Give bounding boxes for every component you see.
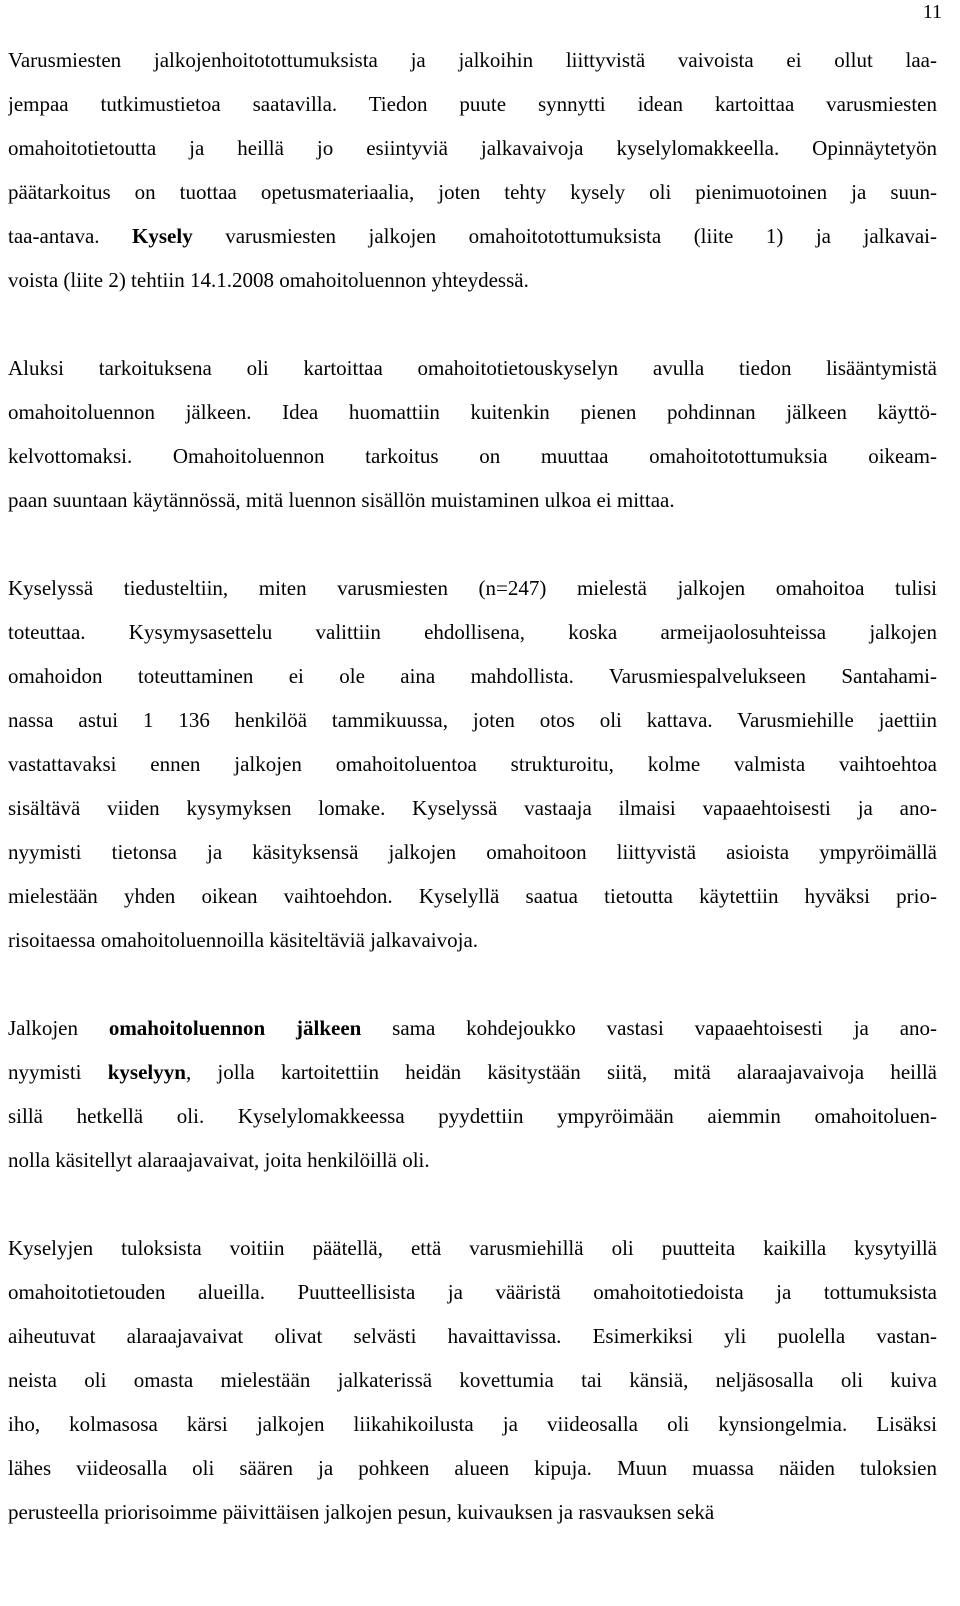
paragraph <box>8 1006 937 1182</box>
text-line: voista (liite 2) tehtiin 14.1.2008 omahoitoluennon yhteydessä. <box>8 268 529 292</box>
text-line: päätarkoitus on tuottaa opetusmateriaalia, joten tehty kysely oli pienimuotoinen ja suun- <box>8 180 937 204</box>
paragraph-gap <box>8 302 937 346</box>
emphasized-text: kyselyyn <box>107 1060 186 1084</box>
text-line: Aluksi tarkoituksena oli kartoittaa omahoitotietouskyselyn avulla tiedon lisääntymistä <box>8 356 937 380</box>
text-line: Jalkojen omahoitoluennon jälkeen sama kohdejoukko vastasi vapaaehtoisesti ja ano- <box>8 1016 937 1040</box>
emphasized-text: Kysely <box>132 224 193 248</box>
text-line: nolla käsitellyt alaraajavaivat, joita henkilöillä oli. <box>8 1148 430 1172</box>
text-line: Varusmiesten jalkojenhoitotottumuksista ja jalkoihin liittyvistä vaivoista ei ollut laa- <box>8 48 937 72</box>
text-line: vastattavaksi ennen jalkojen omahoitoluentoa strukturoitu, kolme valmista vaihtoehtoa <box>8 752 937 776</box>
text-line: sillä hetkellä oli. Kyselylomakkeessa pyydettiin ympyröimään aiemmin omahoitoluen- <box>8 1104 937 1128</box>
text-line: sisältävä viiden kysymyksen lomake. Kyselyssä vastaaja ilmaisi vapaaehtoisesti ja ano- <box>8 796 937 820</box>
text-line: omahoitotietouden alueilla. Puutteellisista ja vääristä omahoitotiedoista ja tottumuksista <box>8 1280 937 1304</box>
text-line: Kyselyssä tiedusteltiin, miten varusmiesten (n=247) mielestä jalkojen omahoitoa tulisi <box>8 576 937 600</box>
text-line: aiheutuvat alaraajavaivat olivat selvästi havaittavissa. Esimerkiksi yli puolella vastan- <box>8 1324 937 1348</box>
text-line: nyymisti kyselyyn, jolla kartoitettiin heidän käsitystään siitä, mitä alaraajavaivoja heillä <box>8 1060 937 1084</box>
text-line: perusteella priorisoimme päivittäisen jalkojen pesun, kuivauksen ja rasvauksen sekä <box>8 1500 715 1524</box>
text-line: neista oli omasta mielestään jalkaterissä kovettumia tai känsiä, neljäsosalla oli kuiva <box>8 1368 937 1392</box>
page-number: 11 <box>922 1 942 23</box>
text-line: nyymisti tietonsa ja käsityksensä jalkojen omahoitoon liittyvistä asioista ympyröimällä <box>8 840 937 864</box>
paragraph-gap <box>8 962 937 1006</box>
emphasized-text: omahoitoluennon jälkeen <box>108 1016 362 1040</box>
text-line: nassa astui 1 136 henkilöä tammikuussa, joten otos oli kattava. Varusmiehille jaettiin <box>8 708 937 732</box>
text-line: taa-antava. Kysely varusmiesten jalkojen omahoitotottumuksista (liite 1) ja jalkavai- <box>8 224 937 248</box>
paragraph <box>8 38 937 302</box>
text-line: omahoitoluennon jälkeen. Idea huomattiin kuitenkin pienen pohdinnan jälkeen käyttö- <box>8 400 937 424</box>
paragraph-gap <box>8 1182 937 1226</box>
paragraph <box>8 566 937 962</box>
text-line: omahoidon toteuttaminen ei ole aina mahdollista. Varusmiespalvelukseen Santahami- <box>8 664 937 688</box>
text-line: jempaa tutkimustietoa saatavilla. Tiedon puute synnytti idean kartoittaa varusmiesten <box>8 92 937 116</box>
text-line: iho, kolmasosa kärsi jalkojen liikahikoilusta ja viideosalla oli kynsiongelmia. Lisäksi <box>8 1412 937 1436</box>
paragraph <box>8 1226 937 1534</box>
text-line: toteuttaa. Kysymysasettelu valittiin ehdollisena, koska armeijaolosuhteissa jalkojen <box>8 620 937 644</box>
text-line: paan suuntaan käytännössä, mitä luennon sisällön muistaminen ulkoa ei mittaa. <box>8 488 675 512</box>
paragraph-gap <box>8 522 937 566</box>
paragraph <box>8 346 937 522</box>
text-line: Kyselyjen tuloksista voitiin päätellä, että varusmiehillä oli puutteita kaikilla kysytyillä <box>8 1236 937 1260</box>
text-line: mielestään yhden oikean vaihtoehdon. Kyselyllä saatua tietoutta käytettiin hyväksi prio- <box>8 884 937 908</box>
text-line: risoitaessa omahoitoluennoilla käsiteltäviä jalkavaivoja. <box>8 928 479 952</box>
text-line: omahoitotietoutta ja heillä jo esiintyviä jalkavaivoja kyselylomakkeella. Opinnäytetyön <box>8 136 937 160</box>
text-line: kelvottomaksi. Omahoitoluennon tarkoitus on muuttaa omahoitotottumuksia oikeam- <box>8 444 937 468</box>
text-line: lähes viideosalla oli säären ja pohkeen alueen kipuja. Muun muassa näiden tuloksien <box>8 1456 937 1480</box>
document-body <box>8 38 937 1534</box>
